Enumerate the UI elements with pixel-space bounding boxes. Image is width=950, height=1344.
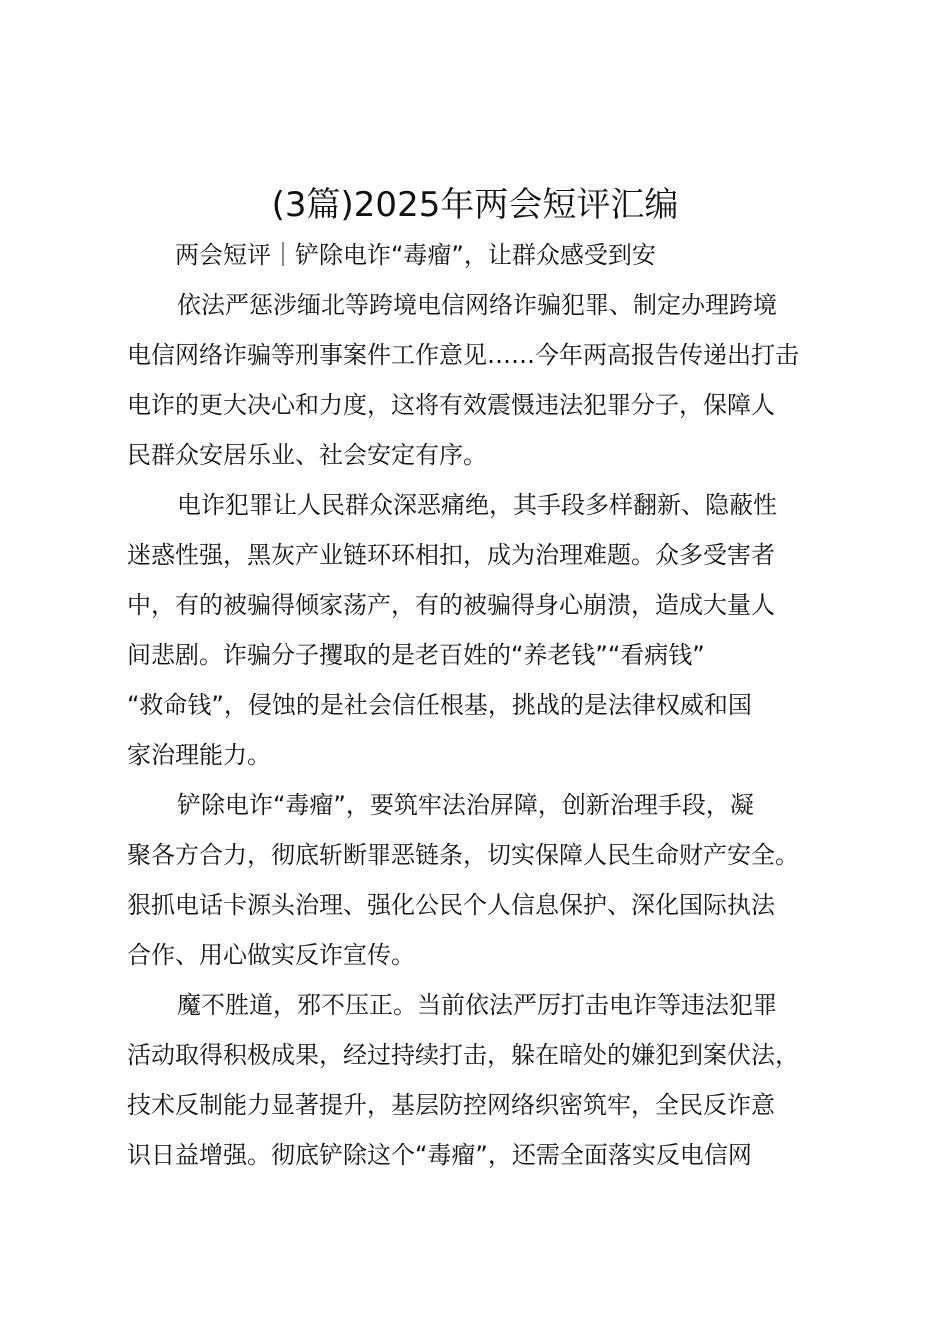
paragraph-line: 依法严惩涉缅北等跨境电信网络诈骗犯罪、制定办理跨境 xyxy=(177,291,777,319)
paragraph-line: 聚各方合力，彻底斩断罪恶链条，切实保障人民生命财产安全。 xyxy=(127,841,799,869)
paragraph-line: 电信网络诈骗等刑事案件工作意见……今年两高报告传递出打击 xyxy=(127,341,799,369)
paragraph-line: 铲除电诈“毒瘤”，要筑牢法治屏障，创新治理手段，凝 xyxy=(177,791,754,819)
paragraph-line: 中，有的被骗得倾家荡产，有的被骗得身心崩溃，造成大量人 xyxy=(127,591,775,619)
paragraph-3 xyxy=(127,780,832,980)
paragraph-line: “救命钱”，侵蚀的是社会信任根基，挑战的是法律权威和国 xyxy=(127,691,752,719)
document-title: (3篇)2025年两会短评汇编 xyxy=(271,185,679,225)
paragraph-line: 合作、用心做实反诈宣传。 xyxy=(127,941,415,969)
paragraph-1 xyxy=(127,280,832,480)
paragraph-line: 电诈的更大决心和力度，这将有效震慑违法犯罪分子，保障人 xyxy=(127,391,775,419)
article-subtitle: 两会短评｜铲除电诈“毒瘤”，让群众感受到安 xyxy=(175,241,656,269)
paragraph-line: 魔不胜道，邪不压正。当前依法严厉打击电诈等违法犯罪 xyxy=(177,991,777,1019)
paragraph-line: 技术反制能力显著提升，基层防控网络织密筑牢，全民反诈意 xyxy=(127,1091,775,1119)
paragraph-line: 电诈犯罪让人民群众深恶痛绝，其手段多样翻新、隐蔽性 xyxy=(177,491,777,519)
paragraph-line: 活动取得积极成果，经过持续打击，躲在暗处的嫌犯到案伏法， xyxy=(127,1041,799,1069)
paragraph-line: 迷惑性强，黑灰产业链环环相扣，成为治理难题。众多受害者 xyxy=(127,541,775,569)
paragraph-line: 间悲剧。诈骗分子攫取的是老百姓的“养老钱”“看病钱” xyxy=(127,641,705,669)
paragraph-line: 民群众安居乐业、社会安定有序。 xyxy=(127,441,487,469)
paragraph-line: 狠抓电话卡源头治理、强化公民个人信息保护、深化国际执法 xyxy=(127,891,775,919)
document-body xyxy=(127,230,832,1180)
paragraph-line: 家治理能力。 xyxy=(127,741,271,769)
paragraph-4 xyxy=(127,980,832,1180)
paragraph-line: 识日益增强。彻底铲除这个“毒瘤”，还需全面落实反电信网 xyxy=(127,1141,752,1169)
paragraph-2 xyxy=(127,480,832,780)
